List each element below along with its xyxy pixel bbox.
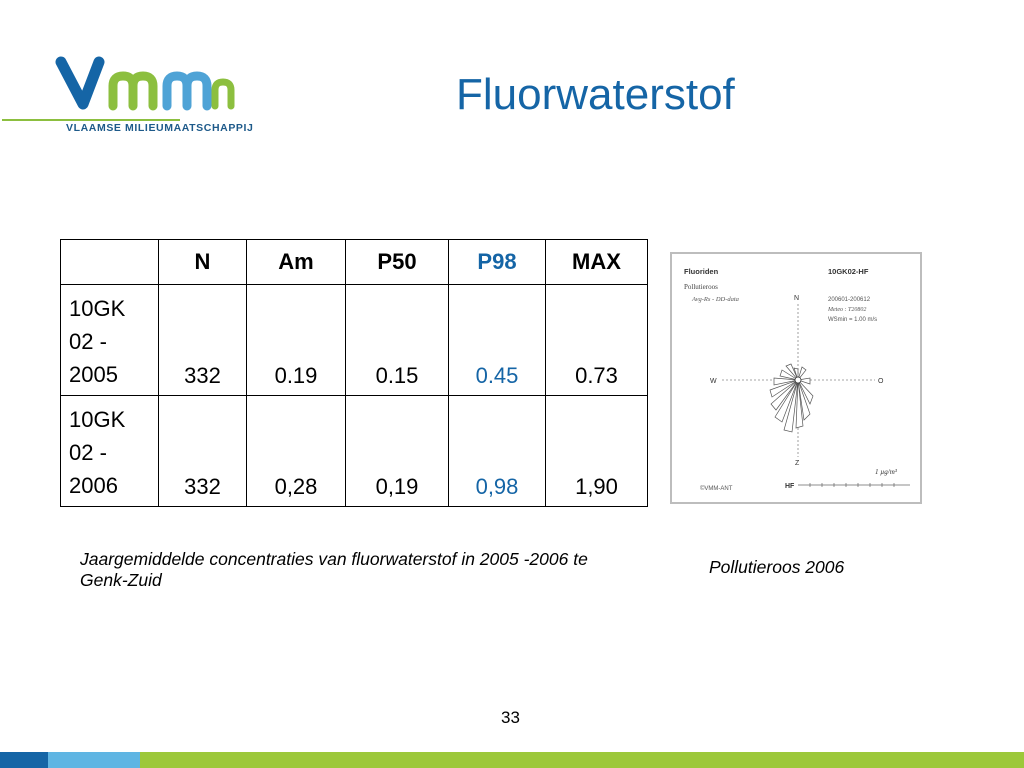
rose-title: Fluoriden (684, 267, 719, 276)
rose-meteo: Meteo : T20802 (828, 307, 867, 313)
vmm-logo-wordmark (55, 52, 240, 114)
slide-title: Fluorwaterstof (456, 70, 735, 119)
rose-hf-label: HF (785, 483, 795, 490)
pollution-rose-image (670, 252, 922, 504)
footer-bar-blue (0, 752, 48, 768)
table-row (61, 396, 648, 507)
row-label-line: 10GK (69, 407, 126, 432)
row-label-line: 2006 (69, 473, 118, 498)
rose-subtitle: Pollutieroos (684, 283, 718, 291)
table-cell: 332 (159, 285, 247, 396)
table-header-cell: MAX (546, 240, 648, 285)
rose-center (795, 377, 801, 383)
rose-caption: Pollutieroos 2006 (709, 557, 845, 577)
rose-credit: ©VMM-ANT (700, 486, 733, 492)
table-cell: 0,28 (247, 396, 346, 507)
table-caption: Jaargemiddelde concentraties van fluorwaterstof in 2005 -2006 te Genk-Zuid (80, 549, 588, 590)
table-cell: 0,98 (449, 396, 546, 507)
rose-north-label: N (794, 295, 800, 302)
rose-data-label: Avg-Rs - DD-data (692, 296, 739, 303)
table-cell: 0,19 (346, 396, 449, 507)
rose-period: 200601-200612 (828, 297, 871, 303)
table-header-row (61, 240, 648, 285)
logo-divider-line (2, 119, 180, 121)
table-header-cell: P50 (346, 240, 449, 285)
footer-bar-green (140, 752, 1024, 768)
table-header-cell: Am (247, 240, 346, 285)
table-cell: 332 (159, 396, 247, 507)
table-row (61, 285, 648, 396)
table-header-cell: N (159, 240, 247, 285)
rose-scale-label: 1 µg/m³ (875, 468, 897, 476)
table-cell: 0.73 (546, 285, 648, 396)
row-label-line: 02 - (69, 440, 107, 465)
table-cell: 0.15 (346, 285, 449, 396)
rose-wsmin: WSmin = 1.00 m/s (828, 317, 878, 323)
logo-subtitle: VLAAMSE MILIEUMAATSCHAPPIJ (66, 122, 254, 134)
rose-station: 10GK02-HF (828, 267, 869, 276)
table-header-cell: P98 (449, 240, 546, 285)
footer-bar-lightblue (48, 752, 140, 768)
rose-east-label: O (878, 378, 884, 385)
rose-south-label: Z (795, 460, 800, 467)
row-label-line: 10GK (69, 296, 126, 321)
table-row-label (61, 285, 159, 396)
concentration-table (60, 239, 648, 507)
row-label-line: 02 - (69, 329, 107, 354)
row-label-line: 2005 (69, 362, 118, 387)
table-cell: 0.19 (247, 285, 346, 396)
table-cell: 1,90 (546, 396, 648, 507)
rose-west-label: W (710, 378, 717, 385)
table-cell: 0.45 (449, 285, 546, 396)
page-number: 33 (501, 708, 520, 727)
table-header-cell (61, 240, 159, 285)
table-row-label (61, 396, 159, 507)
